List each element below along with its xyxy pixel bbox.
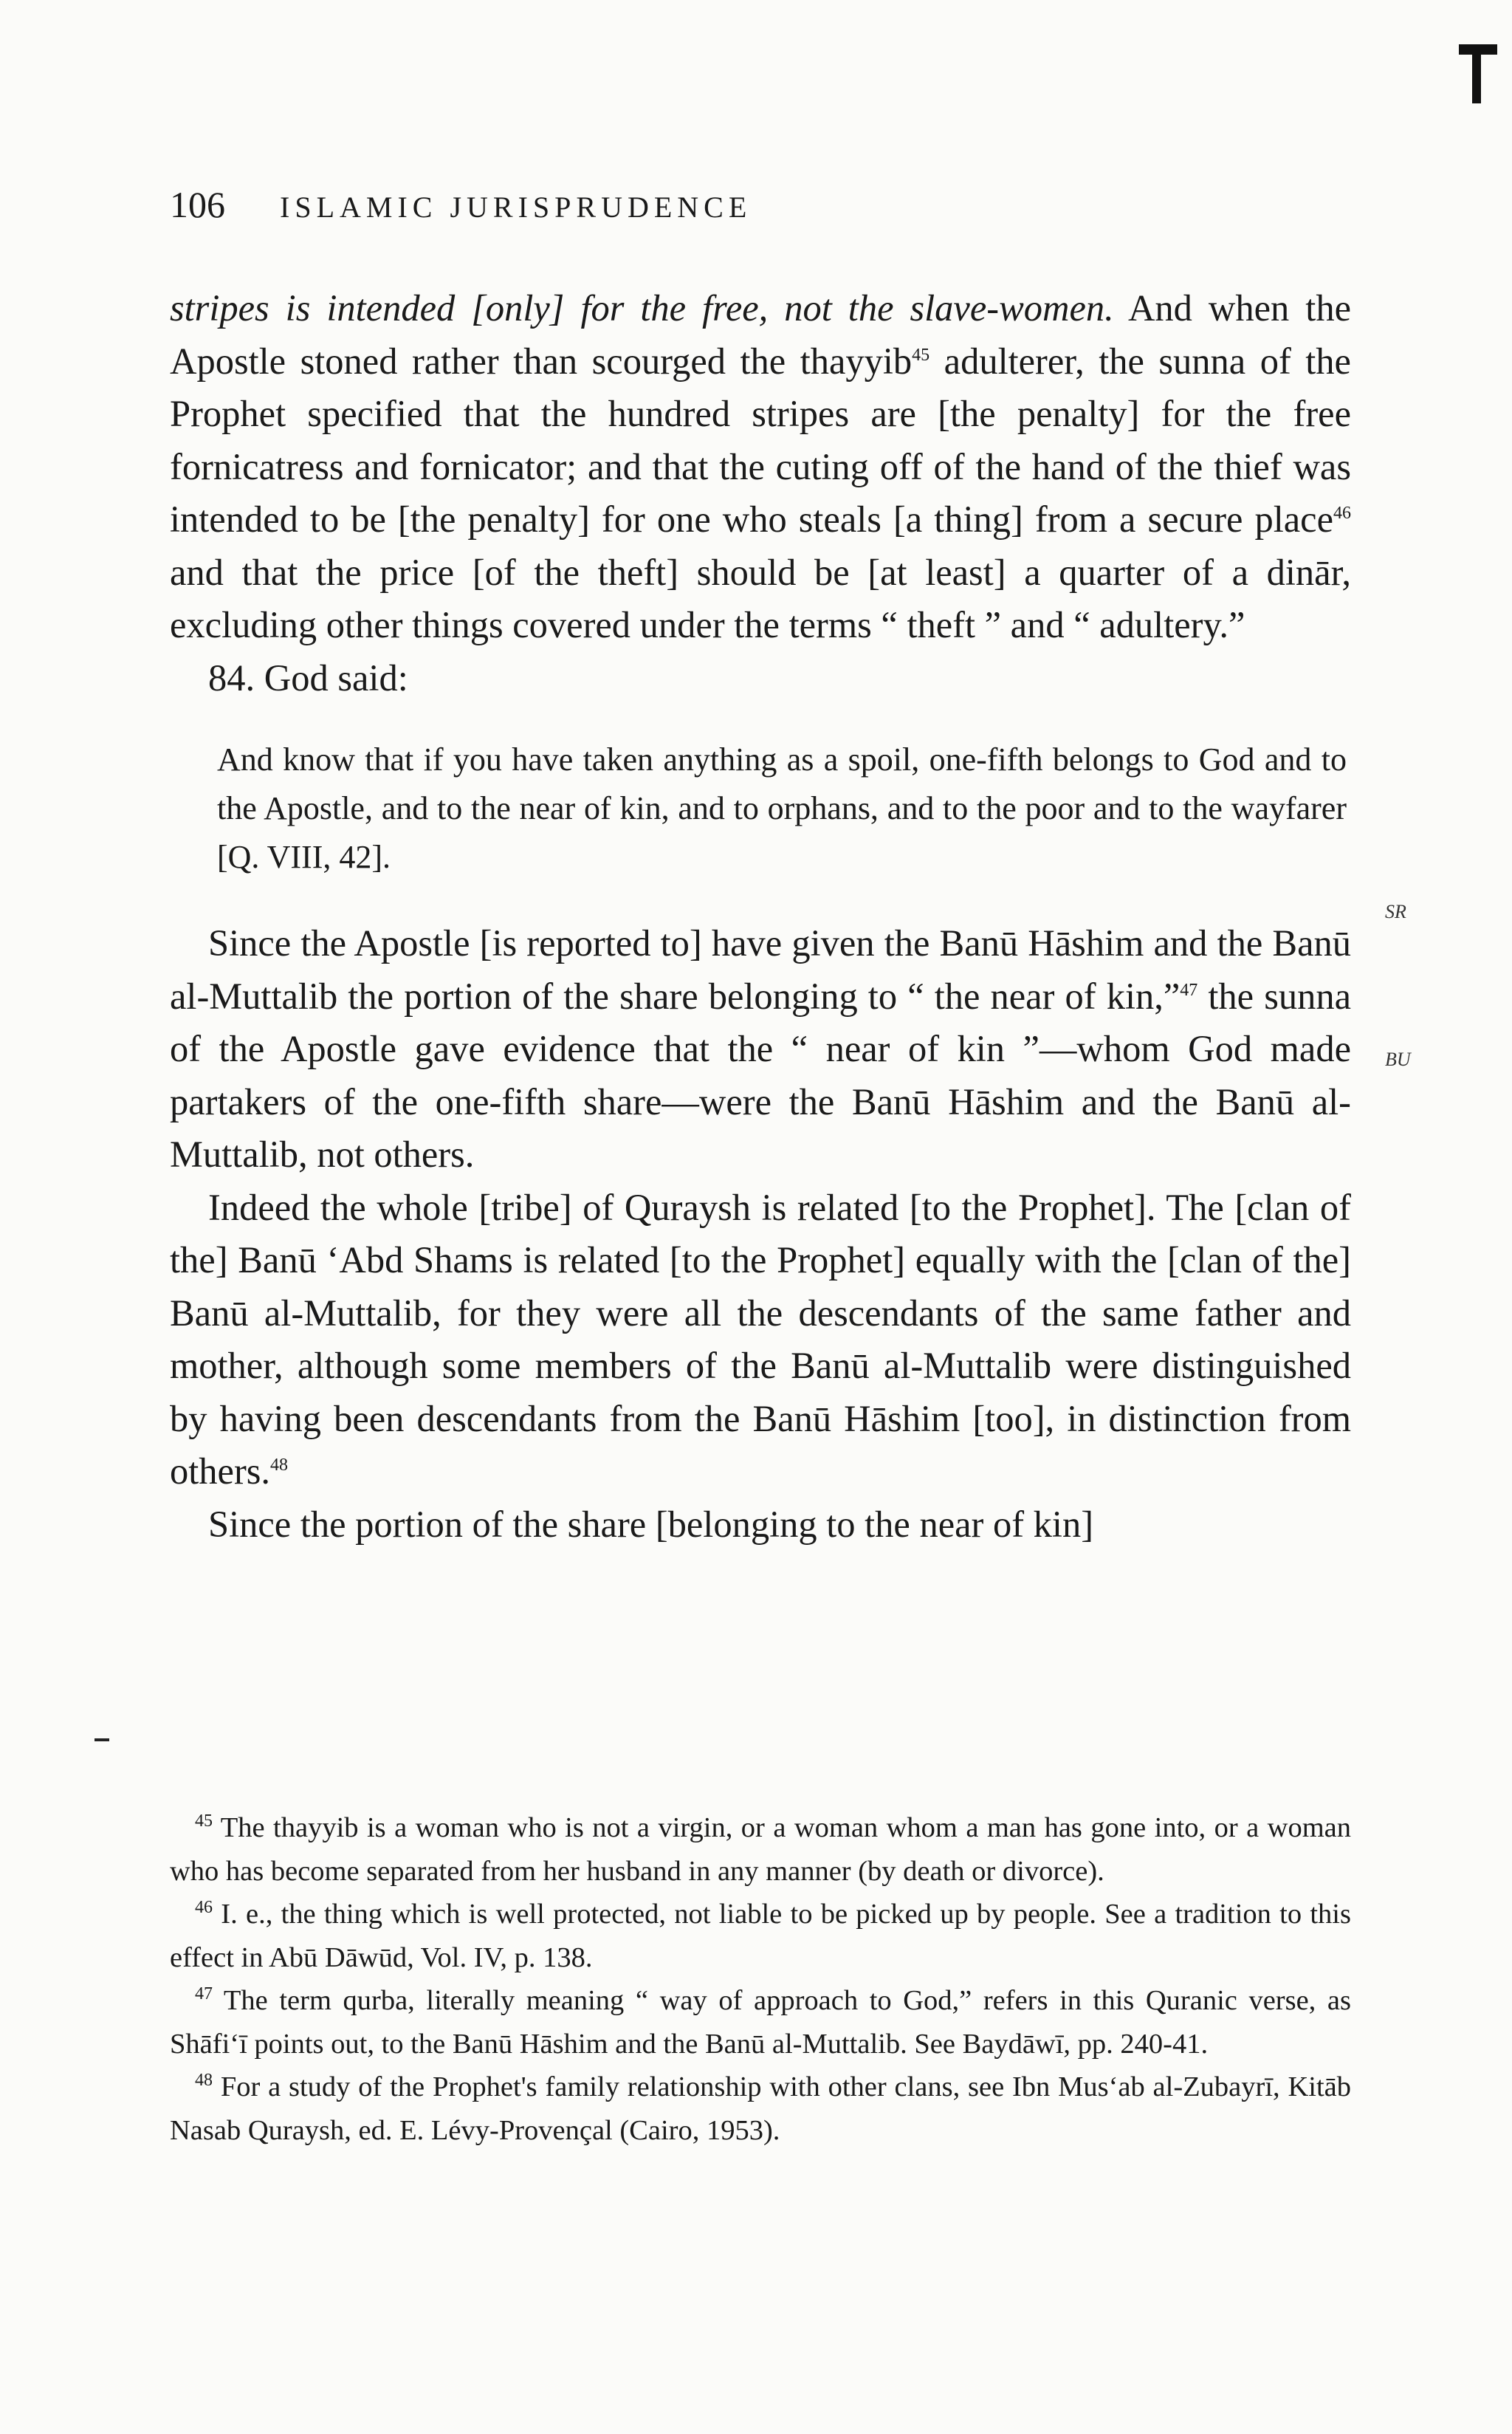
footnote-47 xyxy=(170,1979,1351,2066)
footnote-text: The term qurba, literally meaning “ way of approach to God,” refers in this Quranic verse, as Shāfi‘ī points out, to the Banū Hāshim and the Banū al-Muttalib. See Baydāwī, pp. 240-41. xyxy=(170,1985,1351,2060)
corner-bracket-icon xyxy=(1459,44,1497,103)
footnote-ref-46: 46 xyxy=(1333,504,1351,524)
footnote-ref-47: 47 xyxy=(1180,980,1198,1000)
footnotes xyxy=(170,1806,1351,2152)
footnote-number: 48 xyxy=(195,2071,213,2091)
quran-quote xyxy=(217,736,1347,882)
footnote-45 xyxy=(170,1806,1351,1893)
text-span: adulterer, the sunna of the Prophet specified that the hundred stripes are [the penalty] for the free fornicatress and fornicator; and that the cuting off of the hand of the thief was intended to be [the penalty] for one who steals [a thing] from a secure place xyxy=(170,340,1351,540)
main-text xyxy=(170,282,1351,1551)
footnote-number: 45 xyxy=(195,1811,213,1831)
footnote-text: I. e., the thing which is well protected, not liable to be picked up by people. See a tradition to this effect in Abū Dāwūd, Vol. IV, p. 138. xyxy=(170,1899,1351,1973)
footnote-text: The thayyib is a woman who is not a virgin, or a woman whom a man has gone into, or a woman who has become separated from her husband in any manner (by death or divorce). xyxy=(170,1812,1351,1887)
footnote-number: 46 xyxy=(195,1898,213,1918)
page-header xyxy=(170,183,1351,235)
footnote-46 xyxy=(170,1893,1351,1979)
footnote-ref-45: 45 xyxy=(912,345,930,365)
footnote-number: 47 xyxy=(195,1984,213,2004)
text-span: Since the Apostle [is reported to] have given the Banū Hāshim and the Banū al-Muttalib the portion of the share belonging to “ the near of kin,” xyxy=(170,922,1351,1017)
text-span: the sunna of the Apostle gave evidence that the “ near of kin ”—whom God made partakers of the one-fifth share—were the Banū Hāshim and the Banū al-Muttalib, not others. xyxy=(170,975,1352,1175)
footnote-48 xyxy=(170,2066,1351,2152)
paragraph-3 xyxy=(170,1182,1351,1498)
margin-dash xyxy=(94,1738,109,1741)
footnote-ref-48: 48 xyxy=(270,1456,289,1475)
text-span: and that the price [of the theft] should be [at least] a quarter of a dinār, excluding other things covered under the terms “ theft ” and “ adultery.” xyxy=(170,551,1351,645)
margin-note: SR xyxy=(1385,901,1406,922)
paragraph-4: Since the portion of the share [belonging to the near of kin] xyxy=(208,1503,1094,1545)
text-span: And when the Apostle stoned rather than scourged the thayyib xyxy=(170,287,1351,382)
quote-text: And know that if you have taken anything as a spoil, one-fifth belongs to God and to the Apostle, and to the near of kin, and to orphans, and to the poor and to the wayfarer [Q. VIII, 42]. xyxy=(217,741,1347,875)
running-head: ISLAMIC JURISPRUDENCE xyxy=(280,191,752,224)
section-label: 84. God said: xyxy=(208,657,408,699)
paragraph-1 xyxy=(170,282,1351,652)
italic-phrase: stripes is intended [only] for the free, not the slave-women. xyxy=(170,287,1114,329)
footnote-text: For a study of the Prophet's family relationship with other clans, see Ibn Mus‘ab al-Zubayrī, Kitāb Nasab Quraysh, ed. E. Lévy-Provençal (Cairo, 1953). xyxy=(170,2071,1351,2146)
page-number: 106 xyxy=(170,184,225,225)
paragraph-2 xyxy=(170,917,1351,1182)
margin-note: BU xyxy=(1385,1049,1411,1070)
text-span: Indeed the whole [tribe] of Quraysh is related [to the Prophet]. The [clan of the] Banū ‘Abd Shams is related [to the Prophet] equally with the [clan of the] Banū al-Muttalib, for they were all the descendants of the same father and mother, although some members of the Banū al-Muttalib were distinguished by having been descendants from the Banū Hāshim [too], in distinction from others. xyxy=(170,1186,1351,1492)
